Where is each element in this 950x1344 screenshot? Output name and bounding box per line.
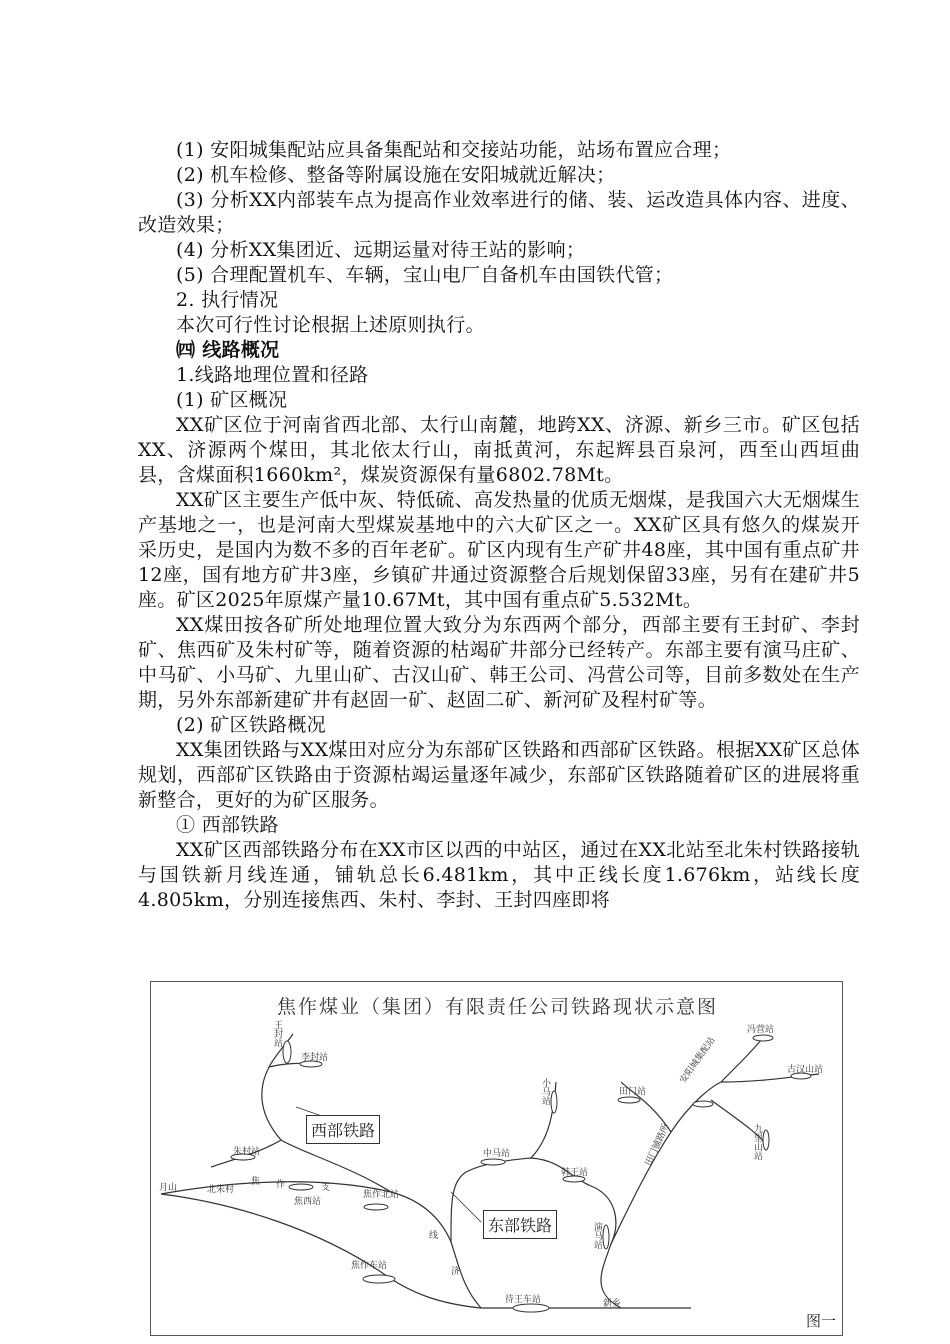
paragraph: (2) 矿区铁路概况 [176, 714, 326, 736]
station-label: 冯营站 [747, 1025, 775, 1035]
station-label: 新乡 [603, 1299, 622, 1309]
paragraph: (1) 矿区概况 [176, 389, 288, 411]
paragraph: ① 西部铁路 [176, 814, 279, 836]
station-label: 北朱村 [207, 1185, 235, 1195]
paragraph: (5) 合理配置机车、车辆，宝山电厂自备机车由国铁代管； [176, 264, 674, 286]
west-railway-label: 西部铁路 [306, 1115, 380, 1144]
station-label: 小马站 [540, 1078, 550, 1105]
paragraph: 本次可行性讨论根据上述原则执行。 [176, 314, 485, 336]
paragraph: XX矿区位于河南省西北部、太行山南麓，地跨XX、济源、新乡三市。矿区包括XX、济源两个煤田，其北依太行山，南抵黄河，东起辉县百泉河，西至山西垣曲县，含煤面积1660km²，煤炭资源保有量6802.78Mt。 [138, 414, 860, 486]
station-label: 演马站 [592, 1222, 602, 1249]
line-label: 济 [451, 1267, 461, 1277]
station-label: 安阳城集配站 [678, 1035, 718, 1086]
paragraph: (1) 安阳城集配站应具备集配站和交接站功能，站场布置应合理； [176, 139, 732, 161]
paragraph: (3) 分析XX内部装车点为提高作业效率进行的储、装、运改造具体内容、进度、改造效果； [138, 189, 860, 236]
fengying-branch [721, 1038, 763, 1082]
figure-number: 图一 [805, 1312, 836, 1330]
figure-title: 焦作煤业（集团）有限责任公司铁路现状示意图 [276, 996, 718, 1018]
section-heading: ㈣ 线路概况 [176, 339, 280, 361]
station-label: 焦西站 [294, 1197, 322, 1207]
station-label: 待王车站 [505, 1295, 542, 1305]
line-label: 焦 [251, 1177, 261, 1187]
paragraph: 2. 执行情况 [176, 289, 279, 311]
paragraph: XX集团铁路与XX煤田对应分为东部矿区铁路和西部矿区铁路。根据XX矿区总体规划，西部矿区铁路由于资源枯竭运量逐年减少，东部矿区铁路随着矿区的进展将重新整合，更好的为矿区服务。 [138, 739, 860, 811]
paragraph: (2) 机车检修、整备等附属设施在安阳城就近解决； [176, 164, 616, 186]
line-label: 田门铺路所 [643, 1122, 672, 1168]
east-railway-label: 东部铁路 [483, 1210, 557, 1239]
body-text [138, 138, 860, 913]
station-label: 九里山站 [752, 1124, 762, 1160]
paragraph: 1.线路地理位置和径路 [176, 364, 369, 386]
line-label: 作 [276, 1180, 286, 1190]
station-label: 韩王站 [561, 1168, 589, 1178]
station-label: 焦作车站 [351, 1261, 388, 1271]
paragraph: (4) 分析XX集团近、远期运量对待王站的影响； [176, 239, 586, 261]
railway-map-figure [150, 981, 843, 1336]
station-label: 李封站 [301, 1053, 329, 1063]
station-label: 焦作北站 [363, 1190, 400, 1200]
station-label: 中马站 [483, 1149, 511, 1159]
station-label: 朱村站 [233, 1147, 261, 1157]
station-label: 月山 [159, 1183, 178, 1193]
paragraph: XX矿区西部铁路分布在XX市区以西的中站区，通过在XX北站至北朱村铁路接轨与国铁新月线连通，铺轨总长6.481km，其中正线长度1.676km，站线长度4.805km，分别连接焦西、朱村、李封、王封四座即将 [138, 839, 860, 911]
line-label: 支 [321, 1183, 331, 1193]
station-label: 古汉山站 [787, 1065, 824, 1075]
paragraph: XX矿区主要生产低中灰、特低硫、高发热量的优质无烟煤，是我国六大无烟煤生产基地之一，也是河南大型煤炭基地中的六大矿区之一。XX矿区具有悠久的煤炭开采历史，是国内为数不多的百年老矿。矿区内现有生产矿井48座，其中国有重点矿井12座，国有地方矿井3座，乡镇矿井通过资源整合后规划保留33座，另有在建矿井5座。矿区2025年原煤产量10.67Mt，其中国有重点矿5.532Mt。 [138, 489, 860, 611]
station-label: 王封站 [272, 1020, 282, 1047]
line-label: 线 [429, 1231, 439, 1241]
paragraph: XX煤田按各矿所处地理位置大致分为东西两个部分，西部主要有王封矿、李封矿、焦西矿及朱村矿等，随着资源的枯竭矿井部分已经转产。东部主要有演马庄矿、中马矿、小马矿、九里山矿、古汉山矿、韩王公司、冯营公司等，目前多数处在生产期，另外东部新建矿井有赵固一矿、赵固二矿、新河矿及程村矿等。 [138, 614, 860, 711]
station-label: 田门站 [619, 1087, 647, 1097]
railway-lines [151, 982, 844, 1337]
